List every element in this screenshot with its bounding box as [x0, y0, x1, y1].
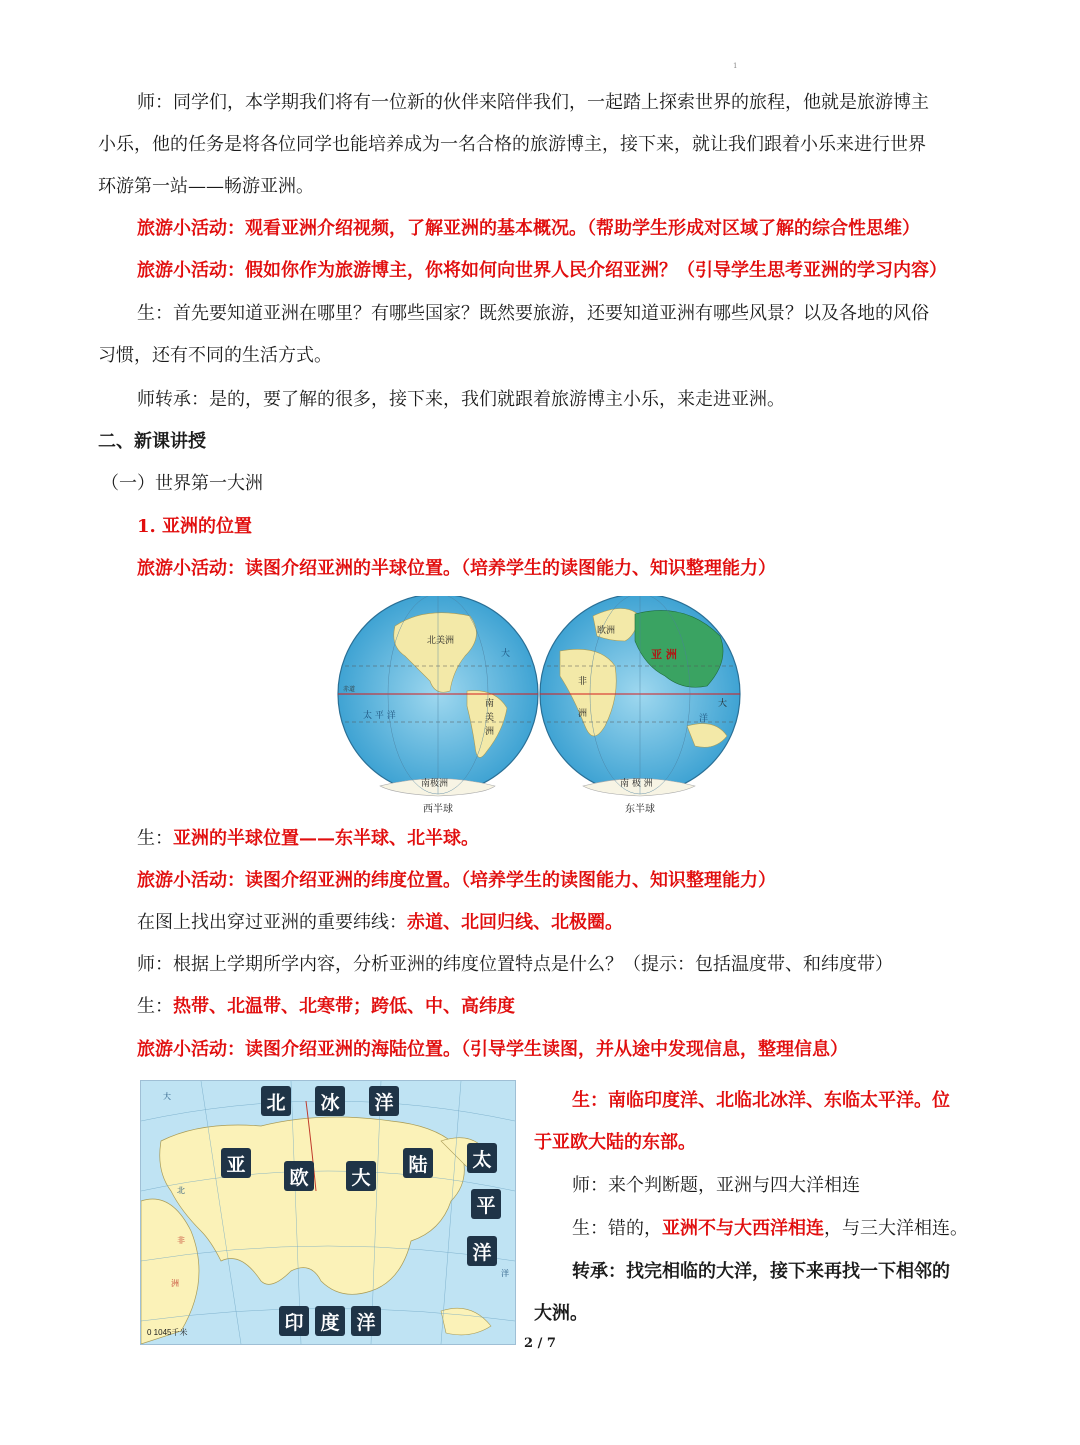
asia-map-base [141, 1081, 515, 1344]
tile-tai: 太 [467, 1143, 497, 1173]
tile-bei: 北 [261, 1086, 291, 1116]
tile-yin: 印 [279, 1306, 309, 1336]
teacher-latitude-question: 师：根据上学期所学内容，分析亚洲的纬度位置特点是什么？（提示：包括温度带、和纬度带） [137, 954, 893, 975]
student-sea-answer-line2: 于亚欧大陆的东部。 [534, 1132, 696, 1153]
teacher-transition: 师转承：是的，要了解的很多，接下来，我们就跟着旅游博主小乐，来走进亚洲。 [137, 389, 785, 410]
teacher-intro-line2: 小乐，他的任务是将各位同学也能培养成为一名合格的旅游博主，接下来，就让我们跟着小乐来进行世界 [98, 134, 926, 155]
east-hemisphere-caption: 东半球 [625, 804, 655, 815]
hemisphere-map-figure [335, 596, 745, 818]
tile-ou: 欧 [284, 1161, 314, 1191]
svg-text:美: 美 [485, 713, 495, 723]
subsection-heading: （一）世界第一大洲 [101, 473, 263, 494]
student-answer-line2: 习惯，还有不同的生活方式。 [98, 345, 332, 366]
latitude-lines-task: 在图上找出穿过亚洲的重要纬线：赤道、北回归线、北极圈。 [137, 912, 623, 933]
tile-du: 度 [315, 1306, 345, 1336]
page-number: 2 / 7 [524, 1336, 556, 1351]
teacher-true-false: 师：来个判断题，亚洲与四大洋相连 [572, 1175, 860, 1196]
svg-text:洲: 洲 [171, 1279, 179, 1288]
section-heading: 二、新课讲授 [98, 431, 206, 452]
teacher-intro-line1: 师：同学们，本学期我们将有一位新的伙伴来陪伴我们，一起踏上探索世界的旅程，他就是旅游博主 [137, 92, 929, 113]
student-true-false-answer: 生：错的，亚洲不与大西洋相连，与三大洋相连。 [572, 1218, 968, 1239]
svg-text:非: 非 [177, 1236, 185, 1245]
page-mark: 1 [733, 62, 738, 70]
transition-line1: 转承：找完相临的大洋，接下来再找一下相邻的 [572, 1261, 950, 1282]
tile-bing: 冰 [315, 1086, 345, 1116]
svg-text:南: 南 [485, 699, 495, 709]
teacher-intro-line3: 环游第一站——畅游亚洲。 [98, 176, 314, 197]
transition-line2: 大洲。 [534, 1303, 588, 1324]
svg-text:赤道: 赤道 [343, 686, 356, 693]
svg-text:洋: 洋 [699, 714, 709, 724]
svg-text:亚 洲: 亚 洲 [651, 648, 677, 661]
svg-text:欧洲: 欧洲 [597, 626, 616, 636]
svg-text:大: 大 [501, 649, 511, 659]
asia-sea-land-map [140, 1080, 516, 1345]
tile-yang-arctic: 洋 [369, 1086, 399, 1116]
svg-text:北美洲: 北美洲 [427, 636, 455, 646]
western-hemisphere-globe [338, 596, 538, 796]
tile-yang-indian: 洋 [351, 1306, 381, 1336]
svg-text:太 平 洋: 太 平 洋 [363, 711, 396, 721]
student-answer-line1: 生：首先要知道亚洲在哪里？有哪些国家？既然要旅游，还要知道亚洲有哪些风景？以及各地的风俗 [137, 303, 929, 324]
hemisphere-map [335, 596, 745, 818]
activity-video: 旅游小活动：观看亚洲介绍视频，了解亚洲的基本概况。（帮助学生形成对区域了解的综合性思维） [137, 218, 920, 239]
svg-text:非: 非 [578, 677, 588, 687]
svg-text:北: 北 [177, 1186, 185, 1195]
student-hemisphere-answer: 生：亚洲的半球位置——东半球、北半球。 [137, 828, 479, 849]
activity-hemisphere: 旅游小活动：读图介绍亚洲的半球位置。（培养学生的读图能力、知识整理能力） [137, 558, 776, 579]
west-hemisphere-caption: 西半球 [423, 804, 453, 815]
tile-ping: 平 [471, 1189, 501, 1219]
item-heading-position: 1. 亚洲的位置 [137, 516, 253, 537]
tile-ya: 亚 [221, 1148, 251, 1178]
tile-lu: 陆 [403, 1148, 433, 1178]
svg-text:南极洲: 南极洲 [421, 779, 449, 789]
activity-introduce-asia: 旅游小活动：假如你作为旅游博主，你将如何向世界人民介绍亚洲？（引导学生思考亚洲的学习内容） [137, 260, 947, 281]
tile-yang-pacific: 洋 [467, 1236, 497, 1266]
svg-text:大: 大 [163, 1092, 171, 1101]
svg-text:南 极 洲: 南 极 洲 [620, 779, 653, 789]
map-scale: 0 1045千米 [147, 1328, 188, 1337]
student-latitude-answer: 生：热带、北温带、北寒带；跨低、中、高纬度 [137, 996, 515, 1017]
activity-latitude: 旅游小活动：读图介绍亚洲的纬度位置。（培养学生的读图能力、知识整理能力） [137, 870, 776, 891]
svg-text:大: 大 [718, 699, 728, 709]
svg-text:洋: 洋 [501, 1269, 509, 1278]
eastern-hemisphere-globe [540, 596, 740, 796]
svg-text:洲: 洲 [485, 727, 495, 737]
activity-sea-land: 旅游小活动：读图介绍亚洲的海陆位置。（引导学生读图，并从途中发现信息，整理信息） [137, 1039, 848, 1060]
student-sea-answer-line1: 生：南临印度洋、北临北冰洋、东临太平洋。位 [572, 1090, 950, 1111]
svg-text:洲: 洲 [578, 709, 588, 719]
tile-da: 大 [346, 1161, 376, 1191]
